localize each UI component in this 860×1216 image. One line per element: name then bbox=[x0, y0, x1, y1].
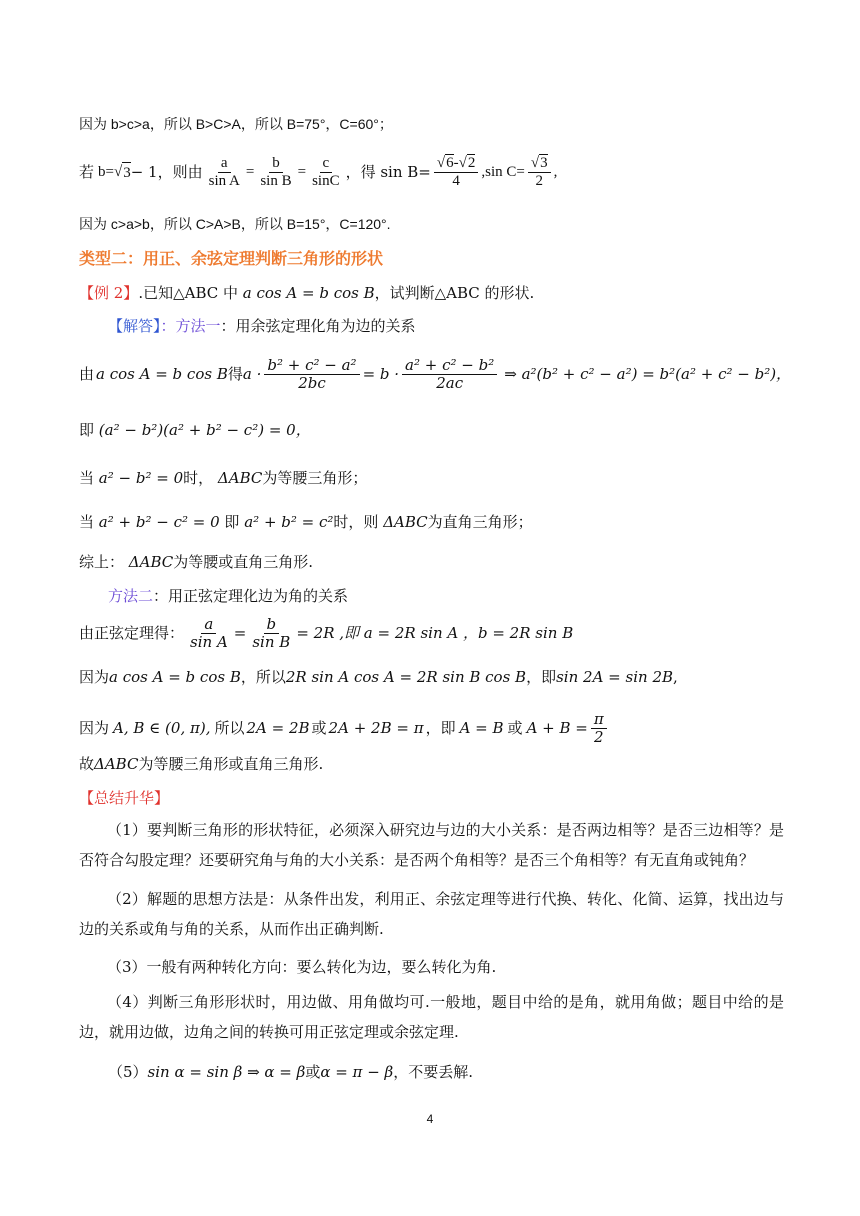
example-line bbox=[79, 283, 800, 303]
text-line-b-c-a bbox=[79, 114, 800, 134]
method2-text: ：用正弦定理化边为角的关系 bbox=[153, 587, 349, 605]
frac-den: 2ac bbox=[436, 373, 464, 392]
summary-point-1: （1）要判断三角形的形状特征，必须深入研究边与边的大小关系：是否两边相等？是否三边相等？是否符合勾股定理？还要研究角与角的大小关系：是否两个角相等？是否三个角相等？有无直角或钝角？ bbox=[79, 821, 784, 869]
sine-law-line bbox=[79, 611, 800, 655]
section-heading: 类型二：用正、余弦定理判断三角形的形状 bbox=[79, 249, 384, 268]
frac-den: sinC bbox=[312, 172, 340, 189]
frac-den: 2bc bbox=[298, 373, 326, 392]
text-because: 因为 bbox=[79, 668, 110, 686]
frac-den: 4 bbox=[452, 172, 460, 189]
math-range: A, B ∈ (0, π), bbox=[113, 719, 211, 737]
math-triangle: ΔABC bbox=[217, 469, 263, 487]
summary-point-5 bbox=[108, 1062, 800, 1082]
math-b-dot: = b · bbox=[362, 365, 400, 383]
text-l2-pre: 若 bbox=[79, 163, 95, 181]
frac-num: a bbox=[218, 155, 231, 173]
sqrt-2: 2 bbox=[467, 154, 476, 171]
frac-den: sin B bbox=[260, 172, 292, 189]
math-triangle: ΔABC bbox=[383, 513, 428, 531]
text-then: 时，则 bbox=[333, 513, 379, 531]
text-ji: ，即 bbox=[425, 719, 456, 737]
fraction-sinB-value bbox=[434, 155, 478, 190]
frac-den: 2 bbox=[594, 727, 604, 746]
solution-tag: 【解答】 bbox=[108, 317, 161, 335]
math-2a-2b: 2A = 2B bbox=[246, 719, 310, 737]
text-ji: 即 bbox=[79, 421, 95, 439]
text-p5-end: ，不要丢解. bbox=[393, 1063, 473, 1081]
range-line bbox=[79, 706, 800, 750]
text-sinC: ,sin C= bbox=[481, 164, 525, 180]
math-p5b: α = π − β bbox=[320, 1063, 394, 1081]
example-text-a: .已知△ABC 中 bbox=[138, 284, 238, 302]
equals-sign: = bbox=[233, 624, 247, 642]
math-sum-pi: 2A + 2B = π bbox=[328, 719, 424, 737]
math-because3: sin 2A = sin 2B bbox=[556, 668, 674, 686]
math-triangle: ΔABC bbox=[128, 553, 174, 571]
method2-line bbox=[108, 586, 800, 606]
frac-num: √6-√2 bbox=[434, 155, 478, 173]
method1-label: ：方法一 bbox=[160, 317, 221, 335]
math-a-dot: a · bbox=[242, 365, 262, 383]
math-implies: ⇒ a²(b² + c² − a²) = b²(a² + c² − b²)， bbox=[504, 365, 792, 383]
frac-num: a bbox=[201, 616, 216, 634]
math-triangle: ΔABC bbox=[94, 755, 139, 773]
summary-point-3: （3）一般有两种转化方向：要么转化为边，要么转化为角. bbox=[107, 958, 497, 976]
frac-den: sin A bbox=[190, 632, 228, 651]
math-case1: a² − b² = 0 bbox=[98, 469, 184, 487]
case1-line bbox=[79, 468, 800, 488]
method2-label: 方法二 bbox=[108, 587, 154, 605]
text-or: 或 bbox=[507, 719, 523, 737]
fraction-b-sinB bbox=[249, 616, 293, 651]
fraction-b-sinB bbox=[257, 155, 294, 190]
fraction-pi-2 bbox=[591, 711, 607, 746]
method1-text: ：用余弦定理化角为边的关系 bbox=[220, 317, 416, 335]
example-tag: 【例 2】 bbox=[79, 284, 139, 302]
final-line bbox=[79, 754, 800, 774]
math-b: b bbox=[98, 164, 106, 180]
math-p5: sin α = sin β ⇒ α = β bbox=[147, 1063, 306, 1081]
math-because: a cos A = b cos B bbox=[109, 668, 241, 686]
text-get: 得 bbox=[227, 365, 243, 383]
solution-method1-line bbox=[108, 316, 800, 336]
math-a-b: A = B bbox=[459, 719, 504, 737]
frac-num: b² + c² − a² bbox=[264, 357, 359, 375]
text-line-if-b bbox=[79, 150, 800, 194]
text-summary: 综上： bbox=[79, 553, 125, 571]
text-l2-minus: − 1，则由 bbox=[130, 163, 203, 181]
text-because: 因为 bbox=[79, 719, 110, 737]
text-time: 时， bbox=[183, 469, 214, 487]
math-eq2: (a² − b²)(a² + b² − c²) = 0， bbox=[98, 421, 311, 439]
comma: , bbox=[553, 164, 558, 180]
summary-heading bbox=[79, 788, 800, 808]
page-number: 4 bbox=[426, 1112, 434, 1126]
math-sine-eq: = 2R ,即 a = 2R sin A ，b = 2R sin B bbox=[296, 624, 574, 642]
sqrt-3: 3 bbox=[122, 162, 131, 183]
text-comma: , bbox=[673, 668, 678, 686]
text-summary-end: 为等腰或直角三角形. bbox=[173, 553, 314, 571]
sqrt-sign: √ bbox=[113, 164, 123, 180]
frac-den: 2 bbox=[535, 172, 543, 189]
frac-num: c bbox=[320, 155, 333, 173]
text-so: ，所以 bbox=[240, 668, 286, 686]
frac-num: b bbox=[264, 616, 280, 634]
text-l1: 因为 b>c>a，所以 B>C>A，所以 B=75°，C=60°； bbox=[79, 116, 393, 132]
sqrt-6: 6 bbox=[446, 154, 454, 171]
frac-den: sin B bbox=[252, 632, 291, 651]
math-pythag: a² + b² = c² bbox=[244, 513, 334, 531]
fraction-cosB bbox=[402, 357, 497, 392]
math-eq1: a cos A = b cos B bbox=[96, 365, 228, 383]
frac-den: sin A bbox=[208, 172, 240, 189]
text-when: 当 bbox=[79, 513, 95, 531]
text-right: 为直角三角形； bbox=[427, 513, 533, 531]
text-line-c-a-b bbox=[79, 214, 800, 234]
equals-sign: = bbox=[245, 164, 255, 180]
frac-num: a² + c² − b² bbox=[402, 357, 497, 375]
fraction-a-sinA bbox=[206, 155, 243, 190]
text-ji: ，即 bbox=[526, 668, 557, 686]
summary-tag: 【总结升华】 bbox=[79, 789, 170, 807]
text-ji: 即 bbox=[224, 513, 240, 531]
fraction-cosA bbox=[264, 357, 359, 392]
text-final: 为等腰三角形或直角三角形. bbox=[138, 755, 324, 773]
summary-point-2: （2）解题的思想方法是：从条件出发，利用正、余弦定理等进行代换、转化、化简、运算，找出边与边的关系或角与角的关系，从而作出正确判断. bbox=[79, 890, 784, 938]
frac-num: b bbox=[269, 155, 283, 173]
text-therefore: 故 bbox=[79, 755, 95, 773]
math-eq: = bbox=[105, 164, 114, 180]
text-sine-pre: 由正弦定理得： bbox=[79, 624, 185, 642]
text-from: 由 bbox=[79, 365, 95, 383]
fraction-a-sinA bbox=[187, 616, 231, 651]
example-formula: a cos A = b cos B bbox=[242, 284, 375, 302]
math-because2: 2R sin A cos A = 2R sin B cos B bbox=[285, 668, 527, 686]
text-or: 或 bbox=[305, 1063, 321, 1081]
factored-line bbox=[79, 420, 800, 440]
text-when: 当 bbox=[79, 469, 95, 487]
math-a-plus-b: A + B = bbox=[526, 719, 588, 737]
equals-sign: = bbox=[297, 164, 307, 180]
fraction-c-sinC bbox=[309, 155, 343, 190]
example-text-b: ，试判断△ABC 的形状. bbox=[374, 284, 535, 302]
sqrt-3: 3 bbox=[540, 154, 548, 171]
text-l2-mid: ，得 sin B= bbox=[345, 163, 431, 181]
summary-point-4: （4）判断三角形形状时，用边做、用角做均可.一般地，题目中给的是角，就用角做；题目中给的是边，就用边做，边角之间的转换可用正弦定理或余弦定理. bbox=[79, 993, 784, 1041]
text-l3: 因为 c>a>b，所以 C>A>B，所以 B=15°，C=120°. bbox=[79, 216, 391, 232]
case2-line bbox=[79, 512, 800, 532]
text-so: 所以 bbox=[214, 719, 245, 737]
math-case2: a² + b² − c² = 0 bbox=[98, 513, 220, 531]
cosine-derivation-line bbox=[79, 352, 800, 396]
frac-num: √3 bbox=[528, 155, 551, 173]
fraction-sinC-value bbox=[528, 155, 551, 190]
text-isosceles: 为等腰三角形； bbox=[262, 469, 368, 487]
because-line bbox=[79, 667, 800, 687]
text-p5-pre: （5） bbox=[108, 1063, 148, 1081]
summary-line bbox=[79, 552, 800, 572]
frac-num: π bbox=[591, 711, 607, 729]
text-or: 或 bbox=[311, 719, 327, 737]
